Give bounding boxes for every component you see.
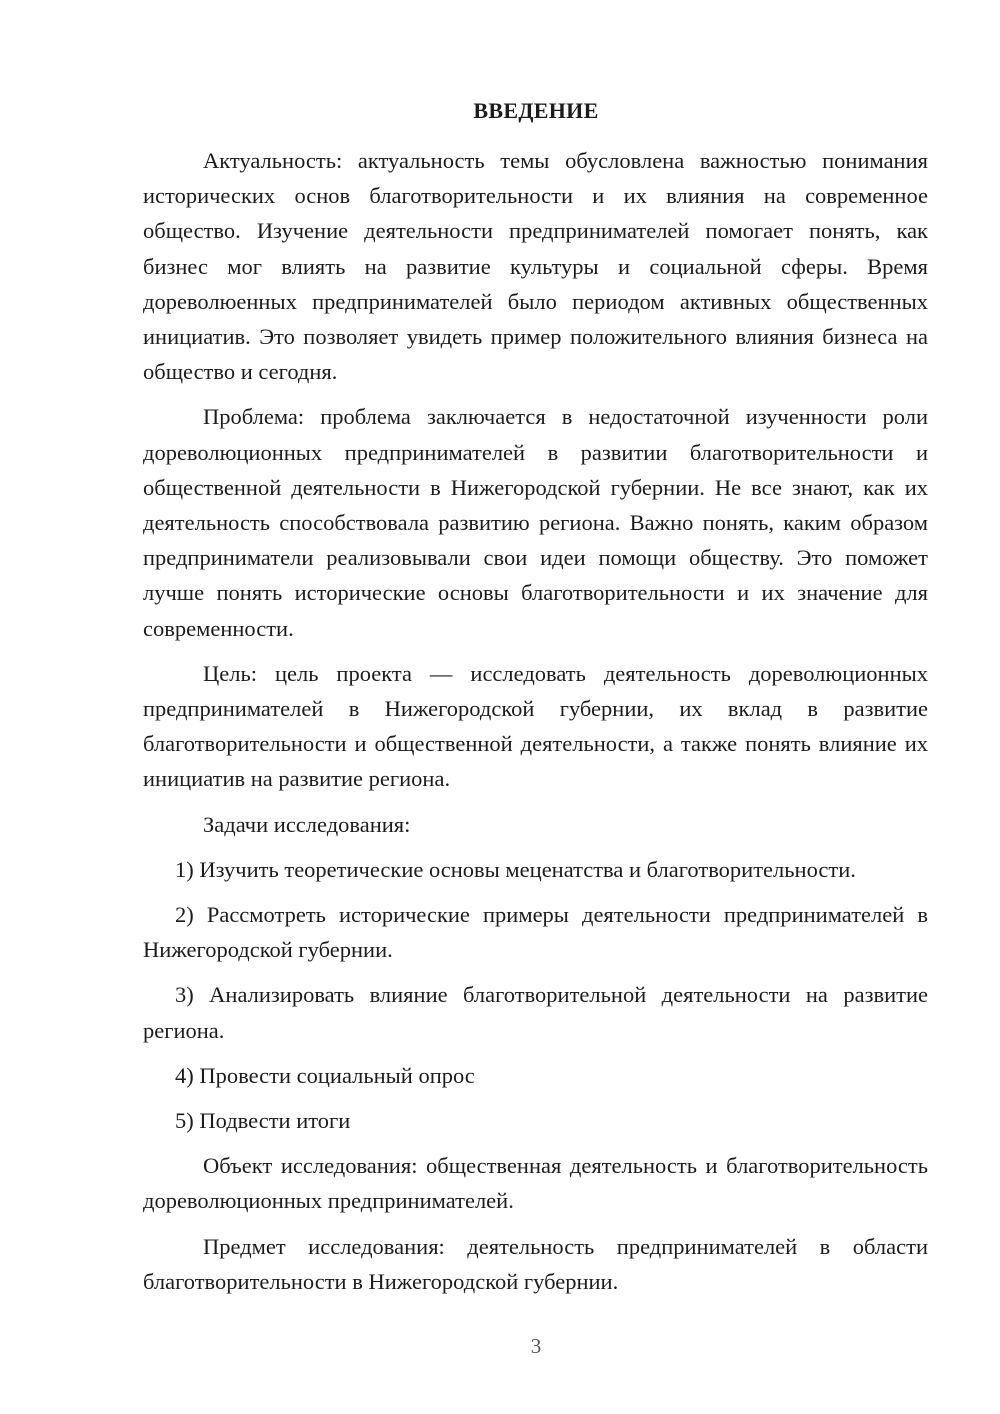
page-number: 3 — [530, 1334, 542, 1358]
paragraph-object: Объект исследования: общественная деятельность и благотворительность дореволюционных предпринимателей. — [143, 1153, 928, 1214]
paragraph-tasks-heading: Задачи исследования: — [203, 811, 411, 837]
task-item-3: 3) Анализировать влияние благотворительной деятельности на развитие региона. — [143, 982, 928, 1043]
paragraph-goal: Цель: цель проекта — исследовать деятельность дореволюционных предпринимателей в Нижегородской губернии, их вклад в развитие благотворительности и общественной деятельности, а также понять влияние их инициатив на развитие региона. — [143, 660, 928, 792]
paragraph-problem: Проблема: проблема заключается в недостаточной изученности роли дореволюционных предпринимателей в развитии благотворительности и общественной деятельности в Нижегородской губернии. Не все знают, как их деятельность способствовала развитию региона. Важно понять, каким образом предприниматели реализовывали свои идеи помощи обществу. Это поможет лучше понять исторические основы благотворительности и их значение для современности. — [143, 404, 928, 641]
task-item-2: 2) Рассмотреть исторические примеры деятельности предпринимателей в Нижегородской губернии. — [143, 902, 928, 963]
paragraph-subject: Предмет исследования: деятельность предпринимателей в области благотворительности в Нижегородской губернии. — [143, 1233, 928, 1294]
task-item-4: 4) Провести социальный опрос — [175, 1062, 475, 1088]
section-title: ВВЕДЕНИЕ — [473, 98, 599, 123]
paragraph-relevance: Актуальность: актуальность темы обусловлена важностью понимания исторических основ благотворительности и их влияния на современное общество. Изучение деятельности предпринимателей помогает понять, как бизнес мог влиять на развитие культуры и социальной сферы. Время дореволюенных предпринимателей было периодом активных общественных инициатив. Это позволяет увидеть пример положительного влияния бизнеса на общество и сегодня. — [143, 148, 928, 385]
document-body — [143, 143, 928, 1299]
task-item-5: 5) Подвести итоги — [175, 1108, 351, 1134]
task-item-1: 1) Изучить теоретические основы меценатства и благотворительности. — [175, 856, 856, 882]
